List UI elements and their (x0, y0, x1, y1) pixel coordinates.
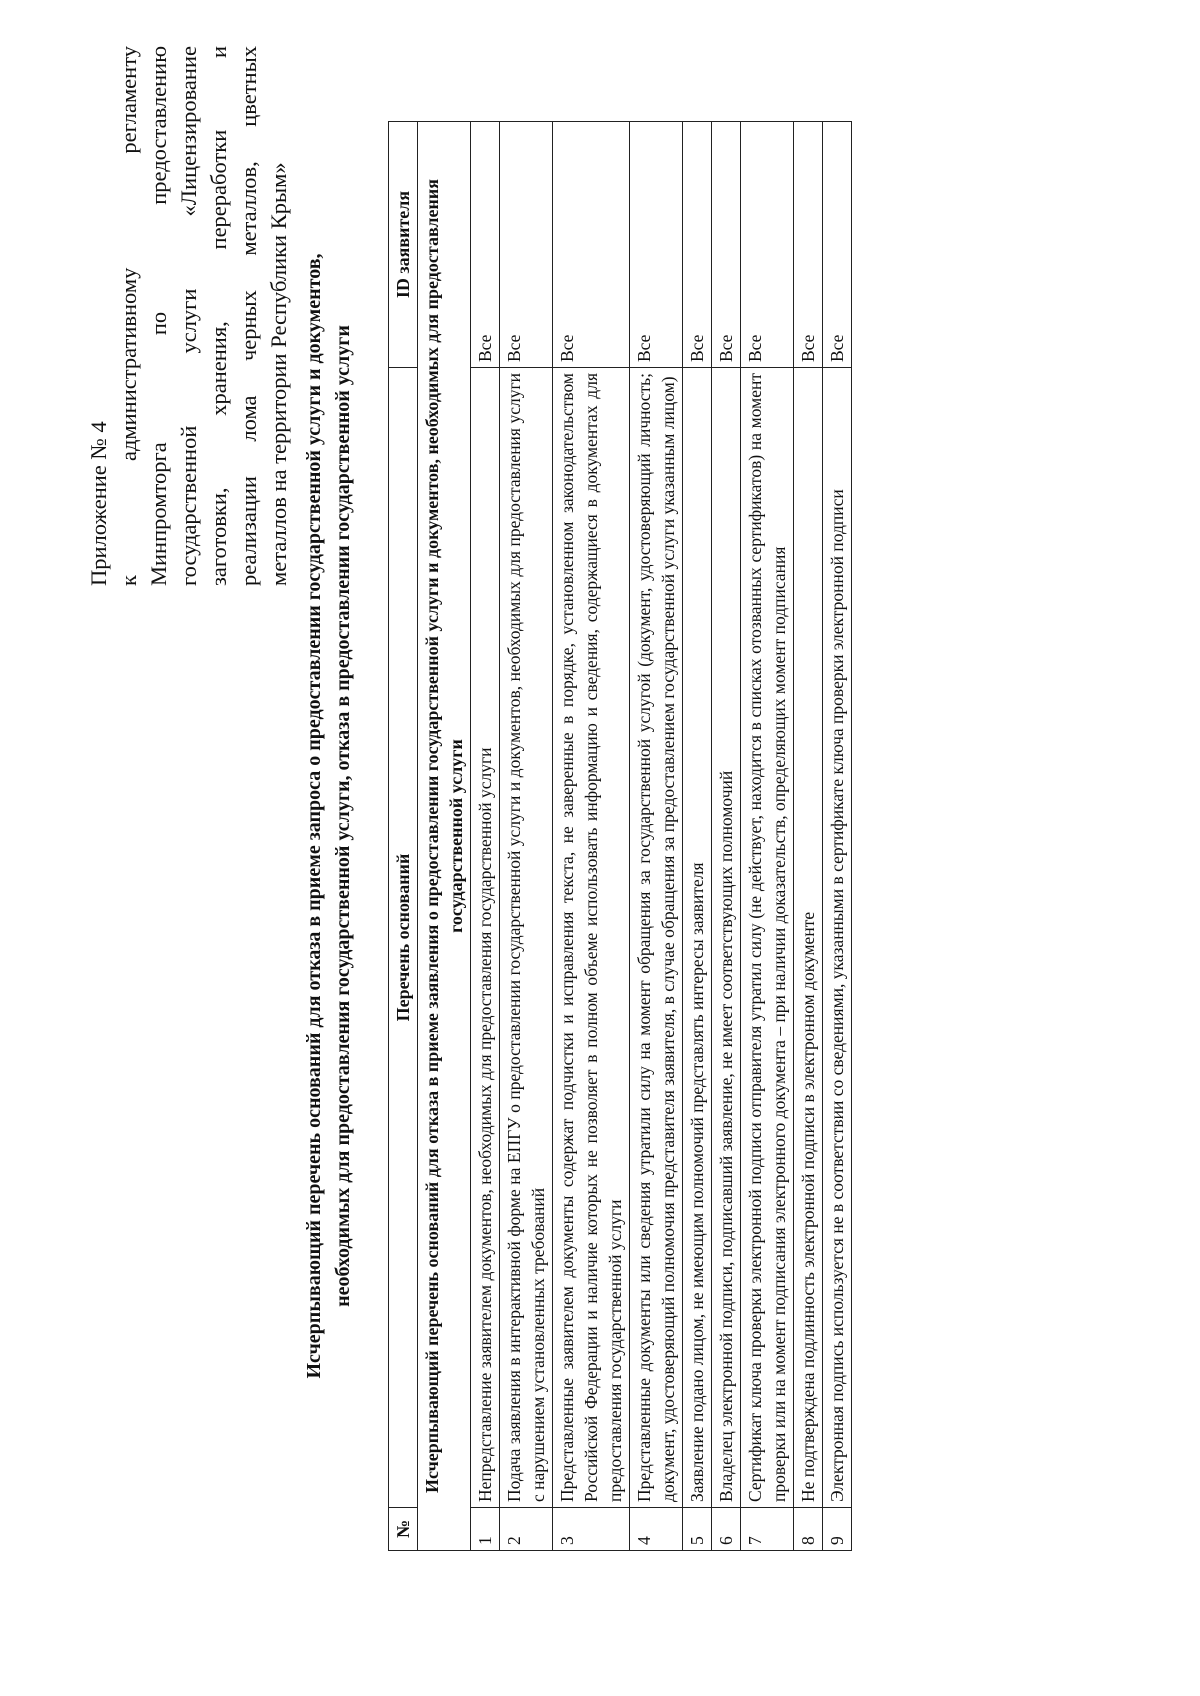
table-row (712, 122, 741, 1551)
section-row (418, 122, 471, 1551)
table-row (630, 122, 683, 1551)
document-heading (300, 116, 358, 1516)
row-applicant-id: Все (471, 122, 500, 368)
row-applicant-id: Все (741, 122, 794, 368)
row-basis: Представленные заявителем документы содержат подчистки и исправления текста, не заверенные в порядке, установленном законодательством Российской Федерации и наличие которых не позволяет в полном объеме использовать информацию и сведения, содержащиеся в документах для предоставления государственной услуги (553, 368, 630, 1508)
heading-line: Исчерпывающий перечень оснований для отказа в приеме запроса о предоставлении государственной услуги и документов, (303, 253, 325, 1379)
grounds-table-container (388, 121, 852, 1551)
table-header-row (389, 122, 418, 1551)
row-applicant-id: Все (794, 122, 823, 368)
table-row (553, 122, 630, 1551)
row-basis: Не подтверждена подлинность электронной подписи в электронном документе (794, 368, 823, 1508)
row-basis: Сертификат ключа проверки электронной подписи отправителя утратил силу (не действует, находится в списках отозванных сертификатов) на момент проверки или на момент подписания электронного документа – при наличии доказательств, определяющих момент подписания (741, 368, 794, 1508)
appendix-line: металлов на территории Республики Крым» (266, 162, 291, 586)
row-number: 7 (741, 1508, 794, 1551)
row-number: 6 (712, 1508, 741, 1551)
row-number: 4 (630, 1508, 683, 1551)
appendix-line: реализации лома черных металлов, цветных (236, 46, 261, 586)
row-number: 3 (553, 1508, 630, 1551)
appendix-line: государственной услуги «Лицензирование (176, 46, 201, 586)
row-number: 5 (683, 1508, 712, 1551)
grounds-table (388, 121, 852, 1551)
header-num: № (389, 1508, 418, 1551)
row-number: 2 (500, 1508, 553, 1551)
table-row (823, 122, 852, 1551)
appendix-block (84, 46, 294, 586)
header-basis: Перечень оснований (389, 368, 418, 1508)
section-title: Исчерпывающий перечень оснований для отказа в приеме заявления о предоставлении государственной услуги и документов, необходимых для предоставления государственной услуги (418, 122, 471, 1551)
row-number: 9 (823, 1508, 852, 1551)
row-applicant-id: Все (630, 122, 683, 368)
heading-line: необходимых для предоставления государственной услуги, отказа в предоставлении государственной услуги (332, 325, 354, 1307)
appendix-line: к административному регламенту (116, 46, 141, 586)
row-basis: Подача заявления в интерактивной форме на ЕПГУ о предоставлении государственной услуги и документов, необходимых для предоставления услуги с нарушением установленных требований (500, 368, 553, 1508)
table-row (794, 122, 823, 1551)
appendix-title: Приложение № 4 (86, 421, 111, 586)
row-number: 8 (794, 1508, 823, 1551)
row-basis: Владелец электронной подписи, подписавший заявление, не имеет соответствующих полномочий (712, 368, 741, 1508)
table-row (741, 122, 794, 1551)
appendix-line: заготовки, хранения, переработки и (206, 46, 231, 586)
row-applicant-id: Все (683, 122, 712, 368)
row-number: 1 (471, 1508, 500, 1551)
row-applicant-id: Все (500, 122, 553, 368)
row-basis: Заявление подано лицом, не имеющим полномочий представлять интересы заявителя (683, 368, 712, 1508)
row-basis: Представленные документы или сведения утратили силу на момент обращения за государственной услугой (документ, удостоверяющий личность; документ, удостоверяющий полномочия представителя заявителя, в случае обращения за предоставлением государственной услуги указанным лицом) (630, 368, 683, 1508)
row-applicant-id: Все (553, 122, 630, 368)
row-basis: Непредставление заявителем документов, необходимых для предоставления государственной услуги (471, 368, 500, 1508)
row-applicant-id: Все (712, 122, 741, 368)
row-basis: Электронная подпись используется не в соответствии со сведениями, указанными в сертификате ключа проверки электронной подписи (823, 368, 852, 1508)
table-row (683, 122, 712, 1551)
row-applicant-id: Все (823, 122, 852, 368)
table-row (471, 122, 500, 1551)
table-row (500, 122, 553, 1551)
header-id: ID заявителя (389, 122, 418, 368)
appendix-line: Минпромторга по предоставлению (146, 46, 171, 586)
